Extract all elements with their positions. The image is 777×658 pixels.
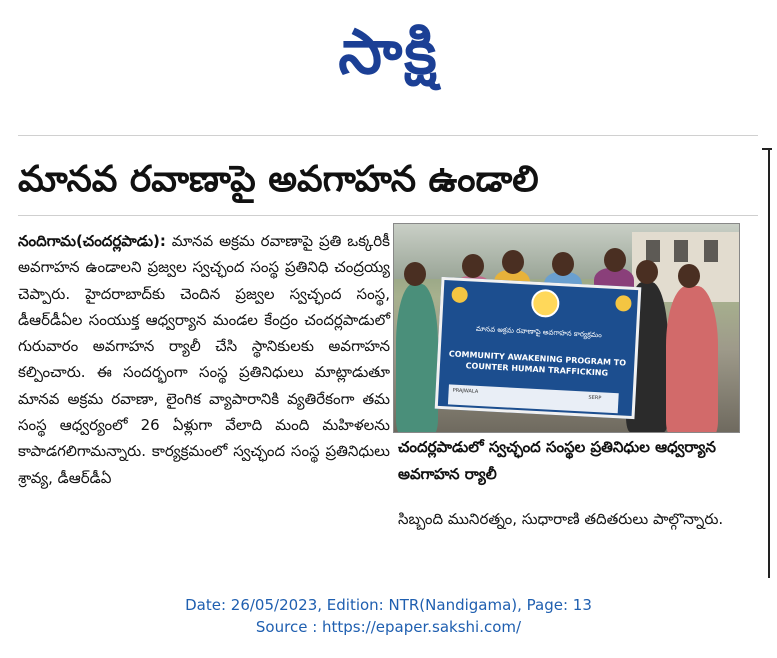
awareness-banner <box>435 277 642 419</box>
photo-person-head <box>404 262 426 286</box>
banner-telugu-text: మానవ అక్రమ రవాణాపై అవగాహన కార్యక్రమం <box>475 324 603 340</box>
edition-meta: Date: 26/05/2023, Edition: NTR(Nandigama), Page: 13 <box>185 596 592 614</box>
photo-window <box>646 240 660 262</box>
photo-person-head <box>502 250 524 274</box>
article-headline: మానవ రవాణాపై అవగాహన ఉండాలి <box>18 159 539 200</box>
page-footer <box>0 594 777 638</box>
headline-divider <box>18 215 758 216</box>
banner-org-name: PRAJWALA <box>452 387 479 395</box>
banner-tag: SERP <box>588 394 602 402</box>
photo-person-head <box>678 264 700 288</box>
banner-logo-left <box>451 286 468 303</box>
article-body <box>18 228 390 491</box>
article-body-continued: సిబ్బంది మునిరత్నం, సుధారాణి తదితరులు పాల్గొన్నారు. <box>398 510 724 528</box>
banner-logo-right <box>615 295 632 312</box>
photo-window <box>674 240 688 262</box>
photo-person-head <box>604 248 626 272</box>
photo-person <box>666 286 718 433</box>
photo-window <box>704 240 718 262</box>
banner-english-text: COMMUNITY AWAKENING PROGRAM TO COUNTER HUMAN TRAFFICKING <box>448 349 627 378</box>
masthead-logo: సాక్షి <box>338 15 439 88</box>
article-text: మానవ అక్రమ రవాణాపై ప్రతి ఒక్కరికీ అవగాహన ఉండాలని ప్రజ్వల స్వచ్ఛంద సంస్థ ప్రతినిధి చంద్రయ్య చెప్పారు. హైదరాబాద్‌కు చెందిన ప్రజ్వల స్వచ్ఛంద సంస్థ, డీఆర్‌డీఏల సంయుక్త ఆధ్వర్యాన మండల కేంద్రం చందర్లపాడులో గురువారం అవగాహన ర్యాలీ చేసి స్థానికులకు అవగాహన కల్పించారు. ఈ సందర్భంగా సంస్థ ప్రతినిధులు మాట్లాడుతూ మానవ అక్రమ రవాణా, లైంగిక వ్యాపారానికి వ్యతిరేకంగా తమ సంస్థ ఆధ్వర్యంలో 26 ఏళ్లుగా వేలాది మంది మహిళలను కాపాడగలిగామన్నారు. కార్యక్రమంలో స్వచ్ఛంద సంస్థ ప్రతినిధులు శ్రావ్య, డీఆర్‌డీఏ <box>18 232 390 487</box>
photo-person-head <box>552 252 574 276</box>
photo-person <box>396 284 438 433</box>
article-photo <box>393 223 740 433</box>
photo-person-head <box>462 254 484 278</box>
article-dateline: నందిగామ(చందర్లపాడు): <box>18 232 166 250</box>
column-edge-tick <box>762 148 772 150</box>
photo-caption: చందర్లపాడులో స్వచ్ఛంద సంస్థల ప్రతినిధుల ఆధ్వర్యాన అవగాహన ర్యాలీ <box>398 438 716 483</box>
photo-person-head <box>636 260 658 284</box>
banner-logo-center <box>531 289 560 318</box>
column-edge-line <box>768 148 770 578</box>
top-divider <box>18 135 758 136</box>
source-link[interactable]: Source : https://epaper.sakshi.com/ <box>255 618 522 636</box>
